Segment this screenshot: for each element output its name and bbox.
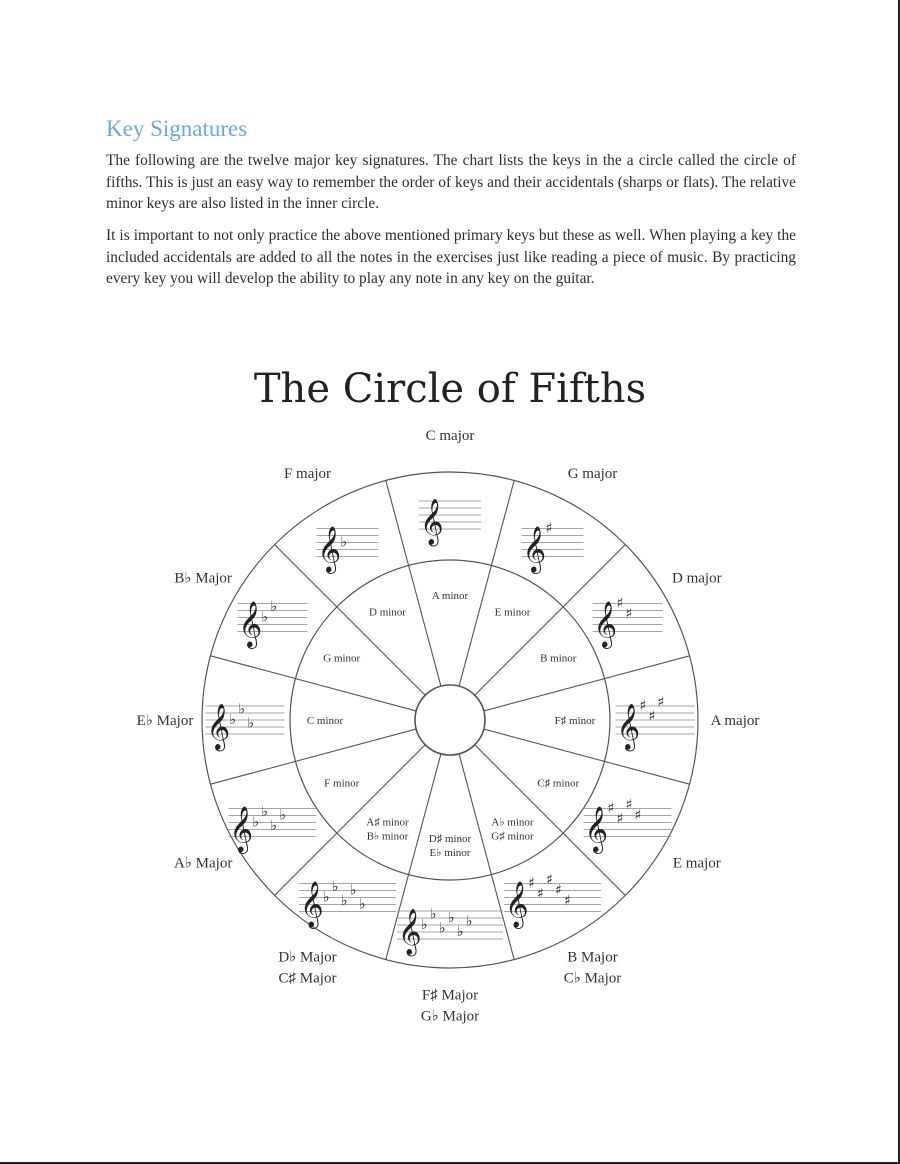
flat-icon: ♭ [341,893,348,910]
major-key-label: E♭ Major [136,713,194,729]
key-signature-staff [317,526,379,574]
minor-key-label: C♯ minor [537,777,580,790]
flat-icon: ♭ [421,917,428,933]
key-signature-staff [616,695,695,753]
flat-icon: ♭ [261,609,269,626]
minor-key-label: A♭ minor [491,816,534,829]
flat-icon: ♭ [247,715,255,732]
sharp-icon: ♯ [616,595,624,612]
minor-key-label: B minor [540,652,577,665]
flat-icon: ♭ [448,910,455,926]
flat-icon: ♭ [279,807,287,824]
major-key-label: C♭ Major [563,970,622,987]
treble-clef-icon: 𝄞 [505,881,529,928]
sector-divider [484,729,690,784]
key-signature-staff [397,907,503,958]
major-key-label: F♯ Major [421,987,479,1004]
treble-clef-icon: 𝄞 [317,526,342,573]
major-key-label: C major [425,428,475,444]
minor-key-label: G♯ minor [491,830,534,843]
key-signature-staff [522,520,584,574]
key-signature-staff [593,596,663,650]
sharp-icon: ♯ [625,606,633,622]
major-key-label: E major [672,855,721,872]
sharp-icon: ♯ [546,872,553,889]
major-key-label: D major [672,570,722,587]
minor-key-label: B♭ minor [366,830,409,843]
major-key-label: A major [710,713,760,729]
key-signature-staff [419,499,481,547]
flat-icon: ♭ [466,913,473,930]
intro-paragraph: The following are the twelve major key signatures. The chart lists the keys in the a circle called the circle of fifths. This is just an easy way to remember the order of keys and their accidentals (sharps or flats). The relative minor keys are also listed in the inner circle. [106,152,796,212]
sharp-icon: ♯ [625,797,633,813]
treble-clef-icon: 𝄞 [522,526,547,573]
treble-clef-icon: 𝄞 [229,806,254,853]
flat-icon: ♭ [359,896,366,913]
minor-key-labels [307,590,596,859]
sharp-icon: ♯ [607,800,615,817]
major-key-label: D♭ Major [278,949,337,966]
flat-icon: ♭ [439,920,446,937]
major-key-label: B Major [567,949,618,966]
major-key-label: G♭ Major [420,1008,480,1025]
sharp-icon: ♯ [555,882,562,899]
treble-clef-icon: 𝄞 [593,601,618,648]
sharp-icon: ♯ [648,708,656,725]
sharp-icon: ♯ [545,520,553,537]
flat-icon: ♭ [457,924,464,940]
major-key-label: A♭ Major [174,855,233,872]
sharp-icon: ♯ [634,807,642,824]
key-signature-staffs [206,499,695,957]
flat-icon: ♭ [238,701,246,718]
sharp-icon: ♯ [616,811,624,827]
major-key-label: B♭ Major [174,570,232,587]
minor-key-label: E♭ minor [429,847,471,859]
flat-icon: ♭ [323,889,330,906]
sharp-icon: ♯ [657,694,665,711]
major-key-label: F major [283,466,332,483]
flat-icon: ♭ [229,712,237,728]
minor-key-label: E minor [494,606,531,619]
center-circle [415,685,485,755]
treble-clef-icon: 𝄞 [238,601,263,648]
minor-key-label: F minor [324,777,360,790]
minor-key-label: A♯ minor [366,816,409,829]
minor-key-label: D♯ minor [428,833,472,845]
sharp-icon: ♯ [528,875,535,892]
sharp-icon: ♯ [537,886,544,903]
flat-icon: ♭ [270,599,278,615]
practice-paragraph: It is important to not only practice the above mentioned primary keys but these as well. When playing a key the included accidentals are added to all the notes in the exercises just like reading a piece of music. By practicing every key you will develop the ability to play any note in any key on the guitar. [106,227,796,287]
treble-clef-icon: 𝄞 [398,909,422,955]
flat-icon: ♭ [252,814,260,831]
treble-clef-icon: 𝄞 [584,806,609,853]
sector-divider [210,729,416,784]
minor-key-label: G minor [323,652,361,665]
minor-key-label: D minor [369,606,406,619]
flat-icon: ♭ [332,879,339,896]
key-signature-staff [228,804,316,855]
key-signature-staff [504,872,601,930]
section-title: Key Signatures [106,116,248,141]
flat-icon: ♭ [350,882,357,899]
key-signature-staff [584,797,672,855]
sector-divider [459,480,514,686]
flat-icon: ♭ [430,906,437,923]
sharp-icon: ♯ [639,698,647,714]
treble-clef-icon: 𝄞 [420,499,444,545]
treble-clef-icon: 𝄞 [206,704,231,750]
treble-clef-icon: 𝄞 [300,881,324,928]
minor-key-label: A minor [431,590,469,602]
key-signature-staff [237,599,307,650]
flat-icon: ♭ [340,534,348,551]
key-signature-staff [299,879,396,930]
minor-key-label: C minor [306,715,344,727]
flat-icon: ♭ [270,818,278,834]
minor-key-label: F♯ minor [554,715,596,727]
circle-of-fifths-chart [0,340,900,1040]
key-signature-staff [206,702,285,753]
sharp-icon: ♯ [564,893,571,910]
flat-icon: ♭ [261,804,269,820]
chart-title: The Circle of Fifths [253,366,647,412]
treble-clef-icon: 𝄞 [616,704,641,750]
major-key-label: C♯ Major [278,970,337,987]
major-key-label: G major [567,466,618,483]
